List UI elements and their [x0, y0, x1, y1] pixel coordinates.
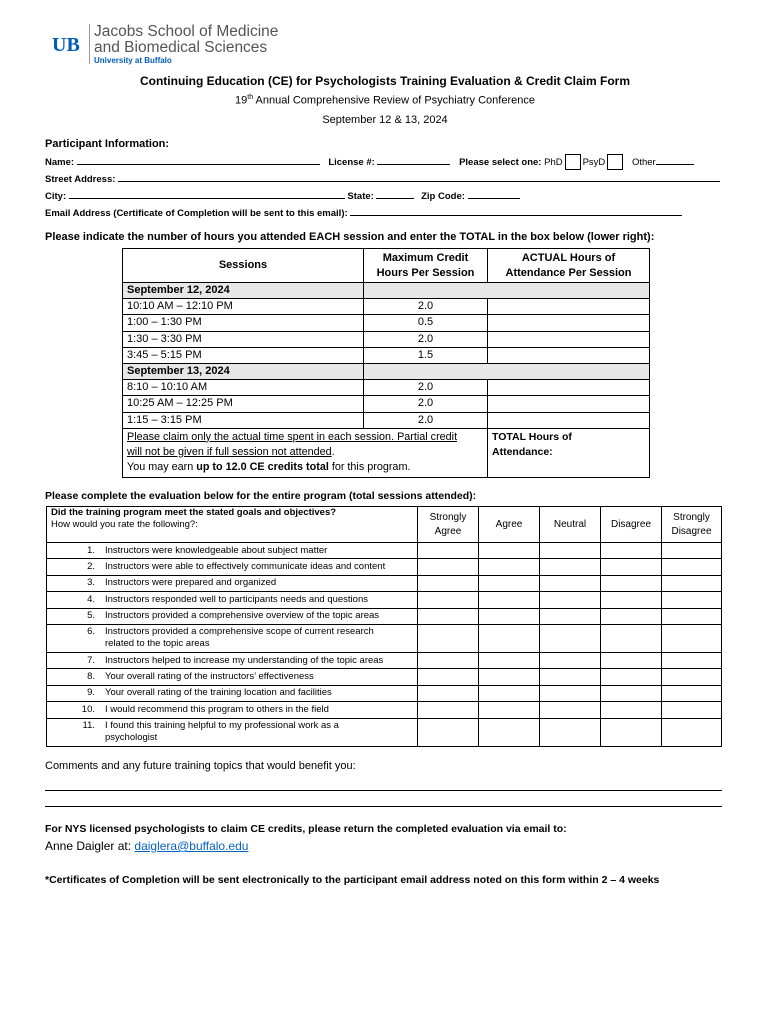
actual-hours-input[interactable]	[488, 347, 650, 363]
street-field[interactable]	[118, 171, 720, 182]
actual-hours-input[interactable]	[488, 315, 650, 331]
hours-table	[122, 248, 650, 478]
rating-cell[interactable]	[479, 592, 540, 608]
eval-item: 4. Instructors responded well to participants needs and questions	[47, 592, 418, 608]
rating-cell[interactable]	[662, 718, 722, 746]
conference-subtitle: 19th Annual Comprehensive Review of Psychiatry Conference	[235, 94, 535, 107]
rating-cell[interactable]	[601, 718, 662, 746]
participant-row-2: Street Address:	[45, 171, 720, 185]
table-row	[47, 669, 722, 685]
eval-item: 5. Instructors provided a comprehensive overview of the topic areas	[47, 608, 418, 624]
zip-field[interactable]	[468, 188, 520, 199]
table-row	[47, 685, 722, 701]
city-field[interactable]	[69, 188, 345, 199]
rating-cell[interactable]	[662, 575, 722, 591]
total-hours-box[interactable]: TOTAL Hours of Attendance:	[488, 428, 650, 477]
other-field[interactable]	[656, 154, 694, 165]
form-title: Continuing Education (CE) for Psychologists Training Evaluation & Credit Claim Form	[139, 74, 631, 88]
rating-cell[interactable]	[662, 685, 722, 701]
table-row: 10:10 AM – 12:10 PM 2.0	[123, 299, 650, 315]
actual-hours-input[interactable]	[488, 412, 650, 428]
rating-cell[interactable]	[601, 652, 662, 668]
rating-cell[interactable]	[479, 702, 540, 718]
rating-cell[interactable]	[540, 652, 601, 668]
hours-instruction: Please indicate the number of hours you attended EACH session and enter the TOTAL in the box below (lower right):	[45, 231, 655, 243]
ub-logo-icon	[52, 34, 88, 54]
actual-hours-input[interactable]	[488, 331, 650, 347]
rating-cell[interactable]	[479, 652, 540, 668]
email-field[interactable]	[350, 205, 682, 216]
rating-cell[interactable]	[601, 669, 662, 685]
day2-gray	[364, 363, 650, 379]
rating-cell[interactable]	[418, 685, 479, 701]
psyd-checkbox[interactable]	[607, 154, 623, 170]
participant-row-3: City: State: Zip Code:	[45, 188, 520, 202]
rating-cell[interactable]	[662, 592, 722, 608]
actual-hours-input[interactable]	[488, 396, 650, 412]
rating-cell[interactable]	[418, 559, 479, 575]
eval-item: 9. Your overall rating of the training location and facilities	[47, 685, 418, 701]
svg-text:UB: UB	[52, 34, 80, 54]
comments-line-2[interactable]	[45, 806, 722, 807]
phd-checkbox[interactable]	[565, 154, 581, 170]
logo-school-line1: Jacobs School of Medicine	[94, 23, 279, 40]
rating-cell[interactable]	[418, 669, 479, 685]
logo-school-line2: and Biomedical Sciences	[94, 39, 268, 56]
rating-cell[interactable]	[418, 543, 479, 559]
conference-dates: September 12 & 13, 2024	[322, 114, 448, 126]
rating-cell[interactable]	[601, 592, 662, 608]
evaluation-table	[46, 506, 722, 747]
table-row: 1:00 – 1:30 PM 0.5	[123, 315, 650, 331]
rating-cell[interactable]	[662, 702, 722, 718]
rating-cell[interactable]	[479, 575, 540, 591]
rating-cell[interactable]	[601, 608, 662, 624]
scale-agree: Agree	[479, 507, 540, 543]
scale-neutral: Neutral	[540, 507, 601, 543]
rating-cell[interactable]	[540, 608, 601, 624]
rating-cell[interactable]	[540, 592, 601, 608]
table-row	[47, 718, 722, 746]
rating-cell[interactable]	[601, 543, 662, 559]
rating-cell[interactable]	[601, 685, 662, 701]
eval-item: 10. I would recommend this program to others in the field	[47, 702, 418, 718]
scale-strongly-disagree: Strongly Disagree	[662, 507, 722, 543]
rating-cell[interactable]	[540, 702, 601, 718]
table-row	[47, 543, 722, 559]
participant-row-1: Name: License #: Please select one: PhD PsyD Other	[45, 154, 694, 170]
col-sessions: Sessions	[123, 249, 364, 283]
table-row	[47, 575, 722, 591]
actual-hours-input[interactable]	[488, 299, 650, 315]
rating-cell[interactable]	[418, 652, 479, 668]
rating-cell[interactable]	[662, 652, 722, 668]
eval-item: 7. Instructors helped to increase my understanding of the topic areas	[47, 652, 418, 668]
rating-cell[interactable]	[418, 624, 479, 652]
rating-cell[interactable]	[540, 718, 601, 746]
eval-item: 1. Instructors were knowledgeable about subject matter	[47, 543, 418, 559]
table-row: 1:15 – 3:15 PM 2.0	[123, 412, 650, 428]
rating-cell[interactable]	[479, 543, 540, 559]
table-row	[47, 702, 722, 718]
email-link[interactable]: daiglera@buffalo.edu	[134, 839, 249, 853]
table-row: 10:25 AM – 12:25 PM 2.0	[123, 396, 650, 412]
logo-university: University at Buffalo	[94, 56, 172, 65]
eval-item: 8. Your overall rating of the instructors’ effectiveness	[47, 669, 418, 685]
evaluation-instruction: Please complete the evaluation below for the entire program (total sessions attended):	[45, 490, 477, 502]
rating-cell[interactable]	[662, 669, 722, 685]
table-row: 8:10 – 10:10 AM 2.0	[123, 380, 650, 396]
license-field[interactable]	[377, 154, 450, 165]
scale-strongly-agree: Strongly Agree	[418, 507, 479, 543]
rating-cell[interactable]	[479, 718, 540, 746]
rating-cell[interactable]	[418, 718, 479, 746]
credit-note: Please claim only the actual time spent in each session. Partial credit will not be given if full session not attended. You may earn up to 12.0 CE credits total for this program.	[123, 428, 488, 477]
rating-cell[interactable]	[601, 624, 662, 652]
rating-cell[interactable]	[540, 669, 601, 685]
day2-heading: September 13, 2024	[123, 363, 364, 379]
rating-cell[interactable]	[540, 685, 601, 701]
rating-cell[interactable]	[662, 543, 722, 559]
name-field[interactable]	[77, 154, 320, 165]
rating-cell[interactable]	[601, 702, 662, 718]
rating-cell[interactable]	[540, 559, 601, 575]
table-row	[47, 559, 722, 575]
rating-cell[interactable]	[479, 624, 540, 652]
table-row	[47, 608, 722, 624]
table-row: 3:45 – 5:15 PM 1.5	[123, 347, 650, 363]
eval-item: 2. Instructors were able to effectively communicate ideas and content	[47, 559, 418, 575]
rating-cell[interactable]	[601, 559, 662, 575]
rating-cell[interactable]	[479, 669, 540, 685]
rating-cell[interactable]	[479, 685, 540, 701]
logo-divider	[89, 24, 90, 64]
rating-cell[interactable]	[479, 608, 540, 624]
rating-cell[interactable]	[540, 624, 601, 652]
rating-cell[interactable]	[418, 702, 479, 718]
comments-label: Comments and any future training topics that would benefit you:	[45, 760, 356, 772]
participant-heading: Participant Information:	[45, 138, 170, 150]
table-row	[47, 592, 722, 608]
rating-cell[interactable]	[662, 608, 722, 624]
col-actual: ACTUAL Hours of Attendance Per Session	[488, 249, 650, 283]
contact-line: Anne Daigler at: daiglera@buffalo.edu	[45, 839, 249, 853]
rating-cell[interactable]	[418, 608, 479, 624]
eval-item: 11. I found this training helpful to my professional work as a psychologist	[47, 718, 418, 746]
rating-cell[interactable]	[540, 575, 601, 591]
state-field[interactable]	[376, 188, 414, 199]
rating-cell[interactable]	[479, 559, 540, 575]
eval-item: 3. Instructors were prepared and organized	[47, 575, 418, 591]
table-row: 1:30 – 3:30 PM 2.0	[123, 331, 650, 347]
table-row	[47, 652, 722, 668]
table-row	[47, 624, 722, 652]
rating-cell[interactable]	[418, 575, 479, 591]
rating-cell[interactable]	[540, 543, 601, 559]
eval-question: Did the training program meet the stated goals and objectives? How would you rate the following?:	[47, 507, 418, 543]
col-max: Maximum Credit Hours Per Session	[364, 249, 488, 283]
actual-hours-input[interactable]	[488, 380, 650, 396]
day1-gray	[364, 283, 650, 299]
certificate-note: *Certificates of Completion will be sent electronically to the participant email address noted on this form within 2 – 4 weeks	[45, 874, 660, 886]
scale-disagree: Disagree	[601, 507, 662, 543]
rating-cell[interactable]	[662, 559, 722, 575]
return-note: For NYS licensed psychologists to claim CE credits, please return the completed evaluation via email to:	[45, 823, 567, 835]
rating-cell[interactable]	[418, 592, 479, 608]
participant-row-4: Email Address (Certificate of Completion will be sent to this email):	[45, 205, 682, 219]
rating-cell[interactable]	[662, 624, 722, 652]
rating-cell[interactable]	[601, 575, 662, 591]
day1-heading: September 12, 2024	[123, 283, 364, 299]
comments-line-1[interactable]	[45, 790, 722, 791]
eval-item: 6. Instructors provided a comprehensive scope of current research related to the topic areas	[47, 624, 418, 652]
